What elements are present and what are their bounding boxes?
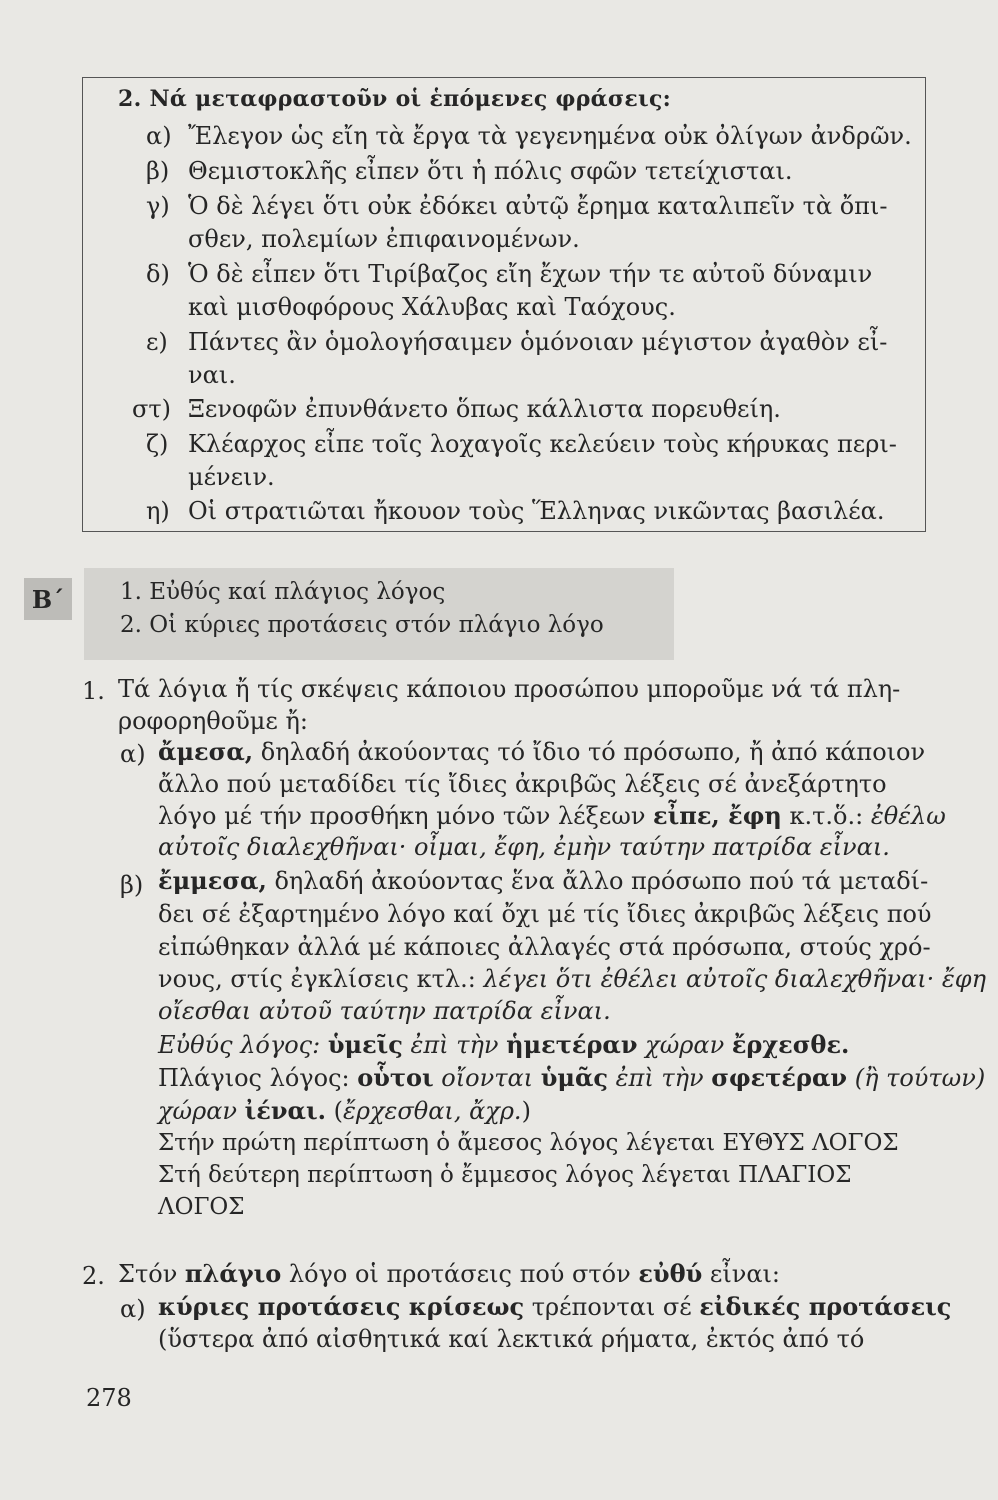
para-1-line-2: ροφορηθοῦμε ἤ: [118, 707, 308, 735]
term-euthy: εὐθύ [638, 1259, 703, 1288]
item-d-line-1: Ὁ δὲ εἶπεν ὅτι Τιρίβαζος εἴη ἔχων τήν τε αὐτοῦ δύναμιν [188, 260, 873, 288]
direct-line-4: αὐτοῖς διαλεχθῆναι· οἶμαι, ἔφη, ἐμὴν ταύτην πατρίδα εἶναι. [158, 833, 890, 861]
page-number: 278 [86, 1384, 132, 1412]
item-e-line-2: ναι. [188, 361, 236, 389]
indirect-line-1-text: δηλαδή ἀκούοντας ἕνα ἄλλο πρόσωπο πού τά μεταδί- [266, 867, 929, 895]
direct-line-3-example: ἐθέλω [870, 802, 946, 830]
item-label-b: β) [146, 157, 170, 185]
para-2-number: 2. [82, 1262, 105, 1290]
section-badge: Β΄ [24, 578, 72, 620]
indirect-line-3: εἰπώθηκαν ἀλλά μέ κάποιες ἀλλαγές στά πρόσωπα, στούς χρό- [158, 933, 931, 961]
indirect-line-4-text: νους, στίς ἐγκλίσεις κτλ.: [158, 965, 484, 993]
para-2-mid: λόγο οἱ προτάσεις πού στόν [281, 1260, 639, 1288]
item-label-st: στ) [132, 395, 172, 423]
direct-line-3 [158, 801, 946, 831]
para-1-number: 1. [82, 677, 105, 705]
item-label-a: α) [146, 122, 172, 150]
direct-speech-b2: ἡμετέραν [506, 1030, 638, 1059]
indirect-line-8-i: χώραν [158, 1097, 245, 1125]
para-2-item-mid: τρέπονται σέ [524, 1293, 700, 1321]
term-emmesa: ἔμμεσα, [158, 866, 267, 895]
item-h-line: Οἱ στρατιῶται ἤκουον τοὺς Ἕλληνας νικῶντας βασιλέα. [188, 497, 885, 525]
direct-speech-example [158, 1030, 849, 1060]
indirect-line-4-example: λέγει ὅτι ἐθέλει αὐτοῖς διαλεχθῆναι· ἔφη [483, 965, 986, 993]
item-label-d: δ) [146, 260, 170, 288]
item-a-line: Ἔλεγον ὡς εἴη τὰ ἔργα τὰ γεγενημένα οὐκ ὀλίγων ἀνδρῶν. [188, 122, 912, 150]
para-2-item-line-1 [158, 1292, 951, 1322]
item-st-line: Ξενοφῶν ἐπυνθάνετο ὅπως κάλλιστα πορευθείη. [188, 395, 781, 423]
para-2-pre: Στόν [118, 1260, 185, 1288]
summary-line-1: Στήν πρώτη περίπτωση ὁ ἄμεσος λόγος λέγεται ΕΥΘΥΣ ΛΟΓΟΣ [158, 1130, 899, 1156]
indirect-line-8-i2: ἔρχεσθαι, ἄχρ. [342, 1097, 522, 1125]
indirect-line-8-end: ) [521, 1097, 531, 1125]
item-z-line-1: Κλέαρχος εἶπε τοῖς λοχαγοῖς κελεύειν τοὺς κήρυκας περι- [188, 430, 897, 458]
direct-speech-label: Εὐθύς λόγος: [158, 1031, 321, 1059]
term-plagio: πλάγιο [184, 1259, 282, 1288]
para-2-line-1 [118, 1259, 780, 1289]
direct-line-3-mid: κ.τ.ὅ.: [781, 802, 871, 830]
term-eidikes-protaseis: εἰδικές προτάσεις [699, 1292, 952, 1321]
indirect-speech-line-2 [158, 1096, 531, 1126]
item-label-z: ζ) [146, 430, 169, 458]
indirect-speech-i1: οἴονται [433, 1064, 541, 1092]
item-e-line-1: Πάντες ἂν ὁμολογήσαιμεν ὁμόνοιαν μέγιστον ἀγαθὸν εἶ- [188, 328, 888, 356]
item-label-c: γ) [146, 192, 170, 220]
item-c-line-2: σθεν, πολεμίων ἐπιφαινομένων. [188, 225, 580, 253]
direct-line-1-text: δηλαδή ἀκούοντας τό ἴδιο τό πρόσωπο, ἤ ἀπό κάποιον [253, 738, 926, 766]
direct-speech-i1: ἐπὶ τὴν [402, 1031, 507, 1059]
indirect-speech-i2: ἐπὶ τὴν [608, 1064, 712, 1092]
indirect-line-2: δει σέ ἐξαρτημένο λόγο καί ὄχι μέ τίς ἴδιες ἀκριβῶς λέξεις πού [158, 900, 932, 928]
section-title-1: 1. Εὐθύς καί πλάγιος λόγος [120, 579, 446, 605]
direct-line-2: ἄλλο πού μεταδίδει τίς ἴδιες ἀκριβῶς λέξεις σέ ἀνεξάρτητο [158, 770, 887, 798]
item-d-line-2: καὶ μισθοφόρους Χάλυβας καὶ Ταόχους. [188, 293, 676, 321]
para-2-item-label: α) [120, 1295, 146, 1323]
indirect-speech-label: Πλάγιος λόγος: [158, 1064, 358, 1092]
indirect-speech-i3: (ἢ τούτων) [847, 1064, 986, 1092]
indirect-line-5: οἴεσθαι αὐτοῦ ταύτην πατρίδα εἶναι. [158, 997, 611, 1025]
direct-speech-b3: ἔρχεσθε. [731, 1030, 850, 1059]
direct-speech-b1: ὑμεῖς [327, 1030, 403, 1059]
indirect-line-8-b: ἰέναι. [244, 1096, 326, 1125]
indirect-line-1 [158, 866, 928, 896]
indirect-line-8-rest: ( [325, 1097, 343, 1125]
item-z-line-2: μένειν. [188, 463, 275, 491]
item-b-line: Θεμιστοκλῆς εἶπεν ὅτι ἡ πόλις σφῶν τετείχισται. [188, 157, 793, 185]
exercise-title: 2. Νά μεταφραστοῦν οἱ ἑπόμενες φράσεις: [118, 86, 672, 112]
term-kyries-protaseis: κύριες προτάσεις κρίσεως [158, 1292, 525, 1321]
direct-speech-i2: χώραν [637, 1031, 732, 1059]
item-label-h: η) [146, 497, 170, 525]
para-2-item-line-2: (ὕστερα ἀπό αἰσθητικά καί λεκτικά ρήματα, ἐκτός ἀπό τό [158, 1325, 865, 1353]
indirect-item-label: β) [120, 871, 144, 899]
summary-line-2: Στή δεύτερη περίπτωση ὁ ἔμμεσος λόγος λέγεται ΠΛΑΓΙΟΣ [158, 1162, 852, 1188]
indirect-speech-b2: ὑμᾶς [540, 1063, 609, 1092]
indirect-speech-b1: οὗτοι [357, 1063, 434, 1092]
indirect-speech-b3: σφετέραν [711, 1063, 848, 1092]
section-title-2: 2. Οἱ κύριες προτάσεις στόν πλάγιο λόγο [120, 612, 604, 638]
term-amesa: ἄμεσα, [158, 737, 254, 766]
indirect-line-4 [158, 964, 986, 994]
direct-item-label: α) [120, 740, 146, 768]
direct-line-3-text: λόγο μέ τήν προσθήκη μόνο τῶν λέξεων [158, 802, 654, 830]
item-label-e: ε) [146, 328, 168, 356]
item-c-line-1: Ὁ δὲ λέγει ὅτι οὐκ ἐδόκει αὐτῷ ἔρημα καταλιπεῖν τὰ ὄπι- [188, 192, 888, 220]
direct-line-1 [158, 737, 925, 767]
indirect-speech-example [158, 1063, 985, 1093]
para-1-line-1: Τά λόγια ἤ τίς σκέψεις κάποιου προσώπου μποροῦμε νά τά πλη- [118, 675, 901, 703]
term-eipe-efi: εἶπε, ἔφη [653, 801, 782, 830]
para-2-end: εἶναι: [702, 1260, 781, 1288]
summary-line-3: ΛΟΓΟΣ [158, 1194, 245, 1220]
